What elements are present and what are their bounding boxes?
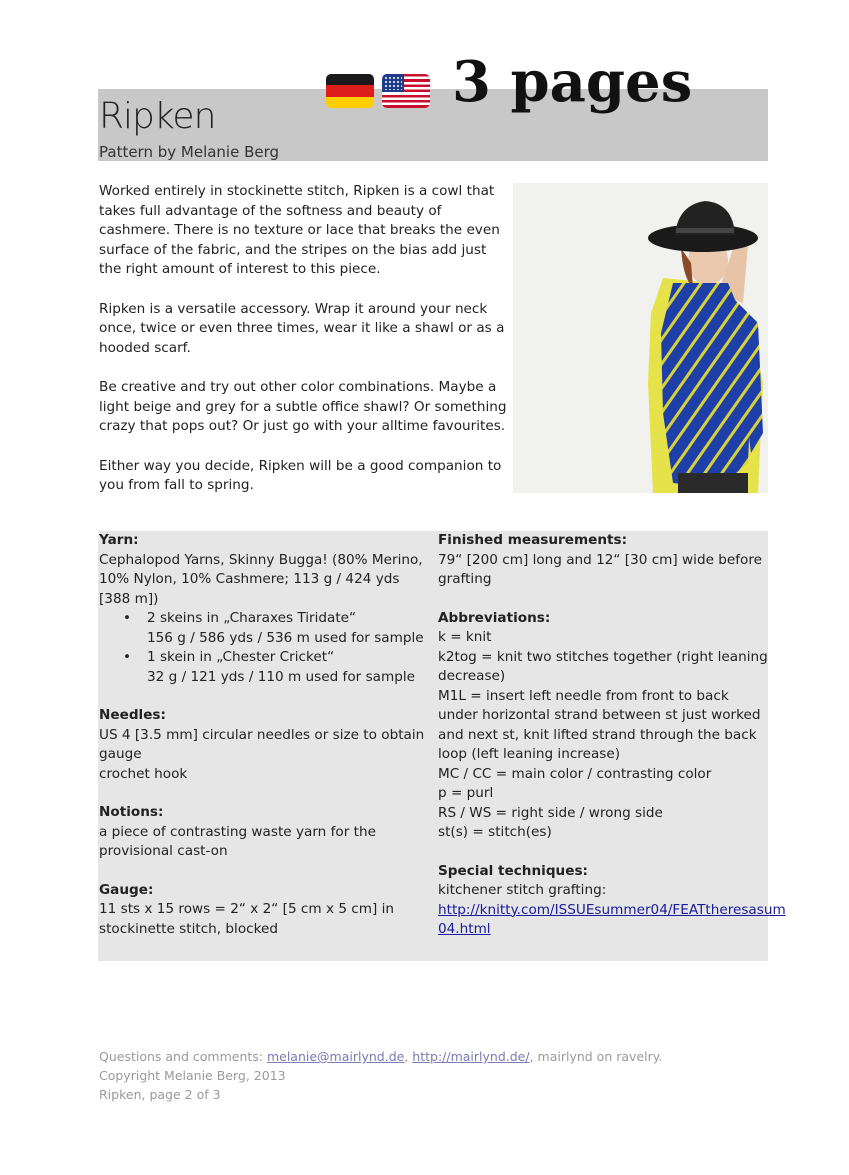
footer-prefix: Questions and comments:: [99, 1049, 267, 1064]
yarn-item-name: 2 skeins in „Charaxes Tiridate“: [147, 610, 357, 626]
gauge-section: [99, 881, 434, 940]
yarn-section: [99, 531, 434, 687]
usa-flag-icon: [382, 74, 430, 108]
website-link[interactable]: http://mairlynd.de/: [412, 1049, 530, 1064]
knitty-link[interactable]: [438, 902, 786, 938]
notions-text: a piece of contrasting waste yarn for the provisional cast-on: [99, 823, 376, 859]
gauge-text: 11 sts x 15 rows = 2“ x 2“ [5 cm x 5 cm] in stockinette stitch, blocked: [99, 901, 395, 937]
abbreviation-line: M1L = insert left needle from front to back under horizontal strand between st just worked and next st, knit lifted strand through the back loop (left leaning increase): [438, 687, 761, 762]
knitty-link-line1: http://knitty.com/ISSUEsummer04/FEATtheresasum: [438, 901, 786, 918]
footer-contact: [99, 1047, 662, 1066]
finished-heading: Finished measurements:: [438, 532, 628, 548]
intro-text: [99, 182, 509, 516]
abbreviation-line: RS / WS = right side / wrong side: [438, 804, 663, 821]
abbreviations-section: [438, 609, 768, 843]
finished-text: 79“ [200 cm] long and 12“ [30 cm] wide before grafting: [438, 551, 763, 587]
abbreviation-line: p = purl: [438, 785, 494, 801]
list-item: [123, 648, 434, 687]
pattern-title: Ripken: [99, 96, 216, 137]
intro-paragraph: Either way you decide, Ripken will be a good companion to you from fall to spring.: [99, 457, 502, 493]
intro-paragraph: Ripken is a versatile accessory. Wrap it around your neck once, twice or even three times, wear it like a shawl or as a hooded scarf.: [99, 300, 505, 356]
info-right-column: [438, 531, 786, 959]
gauge-heading: Gauge:: [99, 881, 154, 898]
finished-section: [438, 531, 768, 590]
needles-line: US 4 [3.5 mm] circular needles or size to obtain gauge: [99, 726, 425, 762]
abbreviation-line: st(s) = stitch(es): [438, 824, 552, 840]
yarn-item-name: 1 skein in „Chester Cricket“: [147, 649, 335, 665]
special-techniques-section: [438, 862, 786, 940]
yarn-item-detail: 156 g / 586 yds / 536 m used for sample: [147, 629, 424, 646]
pattern-subtitle: Pattern by Melanie Berg: [99, 143, 280, 161]
abbreviation-line: MC / CC = main color / contrasting color: [438, 765, 712, 782]
intro-paragraph: Worked entirely in stockinette stitch, Ripken is a cowl that takes full advantage of the softness and beauty of cashmere. There is no texture or lace that breaks the even surface of the fabric, and the stripes on the bias add just the right amount of interest to this piece.: [99, 183, 500, 277]
footer-suffix: , mairlynd on ravelry.: [529, 1049, 663, 1064]
needles-section: [99, 706, 434, 784]
abbreviation-line: k2tog = knit two stitches together (right leaning decrease): [438, 648, 768, 684]
intro-paragraph: Be creative and try out other color combinations. Maybe a light beige and grey for a subtle office shawl? Or something crazy that pops out? Or just go with your alltime favourites.: [99, 379, 507, 434]
abbreviations-heading: Abbreviations:: [438, 609, 551, 626]
yarn-list: [99, 609, 434, 687]
footer-page-number: Ripken, page 2 of 3: [99, 1087, 221, 1102]
footer-copyright: Copyright Melanie Berg, 2013: [99, 1068, 286, 1083]
yarn-item-detail: 32 g / 121 yds / 110 m used for sample: [147, 668, 415, 685]
yarn-heading: Yarn:: [99, 532, 139, 548]
notions-section: [99, 803, 434, 862]
pages-count-label: 3 pages: [452, 49, 693, 115]
language-flags: [326, 74, 430, 108]
germany-flag-icon: [326, 74, 374, 108]
model-photo: [513, 183, 768, 493]
needles-line: crochet hook: [99, 765, 188, 782]
notions-heading: Notions:: [99, 804, 164, 820]
page-footer: [99, 1047, 662, 1104]
special-text: kitchener stitch grafting:: [438, 882, 607, 898]
footer-separator: ,: [404, 1049, 413, 1064]
abbreviation-line: k = knit: [438, 629, 492, 645]
needles-heading: Needles:: [99, 707, 166, 723]
info-left-column: [99, 531, 434, 958]
list-item: [123, 609, 434, 648]
knitty-link-line2: 04.html: [438, 921, 491, 937]
special-heading: Special techniques:: [438, 862, 588, 879]
model-photo-illustration: [513, 183, 768, 493]
email-link[interactable]: melanie@mairlynd.de: [266, 1049, 405, 1064]
yarn-text: Cephalopod Yarns, Skinny Bugga! (80% Merino, 10% Nylon, 10% Cashmere; 113 g / 424 yds [388 m]): [99, 551, 423, 607]
